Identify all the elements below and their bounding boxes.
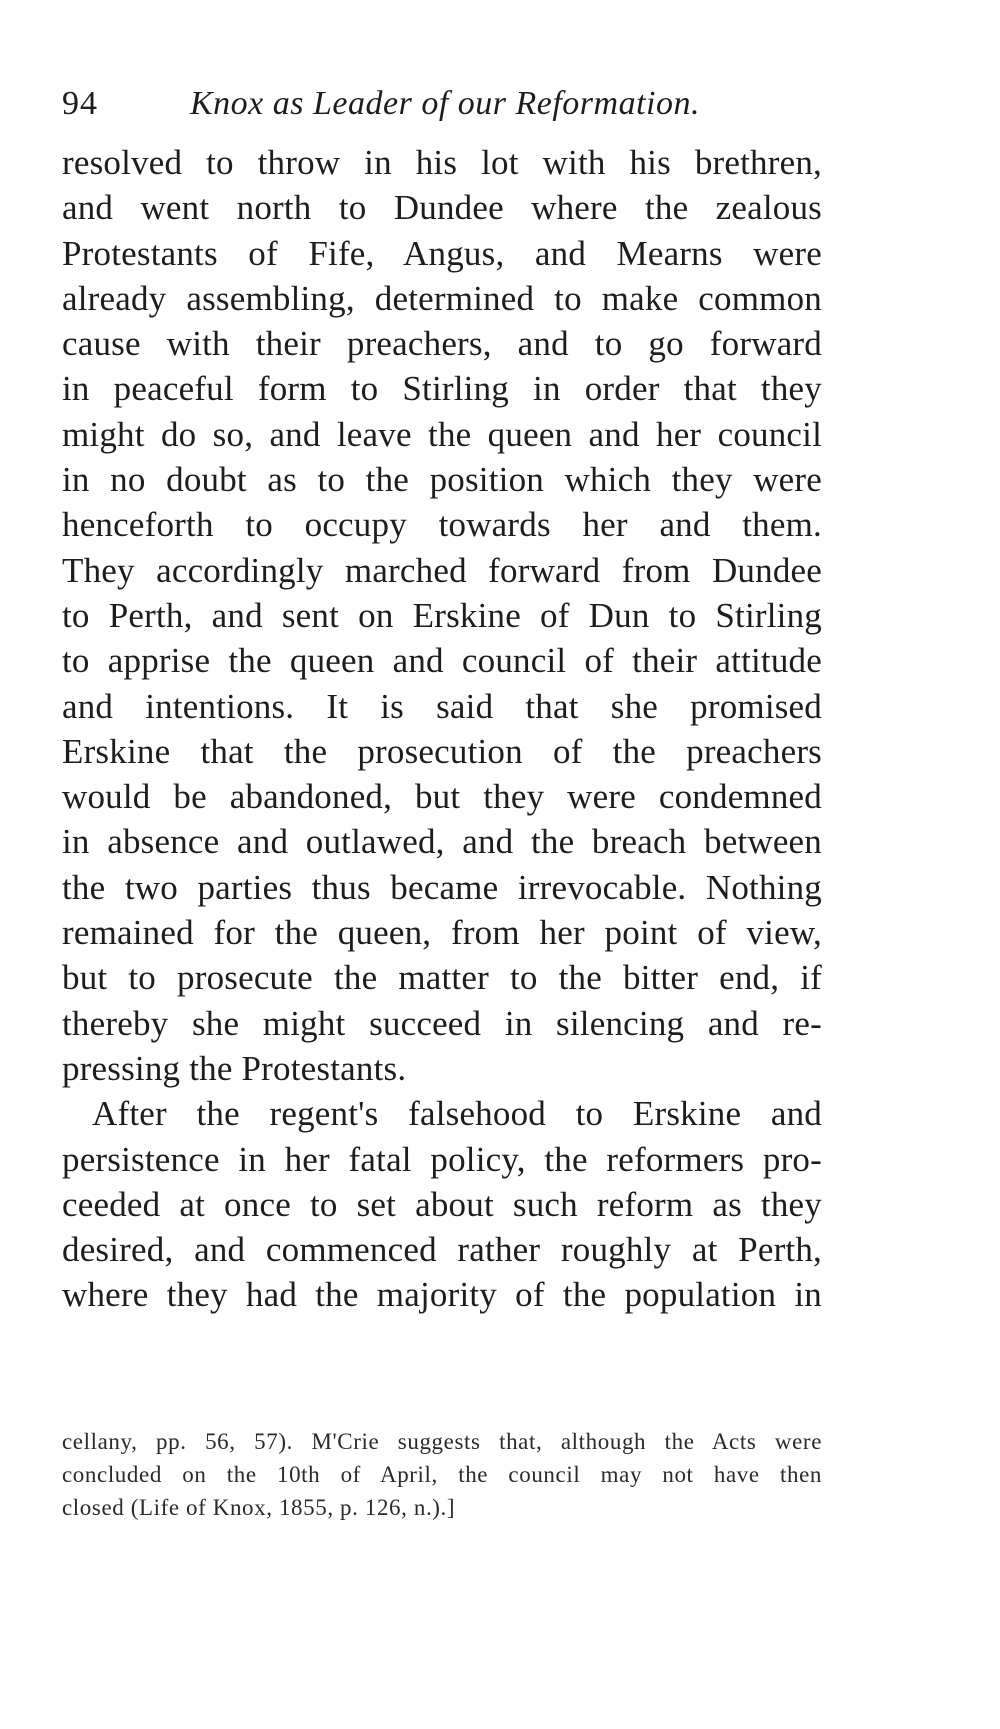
text-line: They accordingly marched forward from Dundee — [62, 550, 822, 590]
text-line: but to prosecute the matter to the bitter end, if — [62, 958, 822, 998]
text-line: and intentions. It is said that she promised — [62, 686, 822, 726]
text-line: Erskine that the prosecution of the preachers — [62, 731, 822, 771]
text-line: resolved to throw in his lot with his brethren, — [62, 143, 822, 182]
text-line: the two parties thus became irrevocable. Nothing — [62, 867, 822, 907]
footnote — [62, 1425, 822, 1524]
text-line: remained for the queen, from her point of view, — [62, 913, 822, 953]
text-line: to apprise the queen and council of their attitude — [62, 641, 822, 681]
text-line: persistence in her fatal policy, the reformers pro- — [62, 1139, 822, 1179]
text-line: Protestants of Fife, Angus, and Mearns were — [62, 233, 822, 273]
text-line: where they had the majority of the population in — [62, 1275, 822, 1315]
text-line: ceeded at once to set about such reform as they — [62, 1184, 822, 1224]
page-number: 94 — [62, 85, 98, 122]
paragraph-2 — [62, 1091, 822, 1317]
footnote-line: concluded on the 10th of April, the council may not have then — [62, 1462, 822, 1487]
text-line: After the regent's falsehood to Erskine and — [92, 1094, 822, 1134]
footnote-line: closed (Life of Knox, 1855, p. 126, n.).] — [62, 1495, 456, 1520]
text-line: might do so, and leave the queen and her council — [62, 414, 822, 454]
text-line: would be abandoned, but they were condemned — [62, 777, 822, 817]
footnote-line: cellany, pp. 56, 57). M'Crie suggests that, although the Acts were — [62, 1429, 822, 1454]
text-line: in peaceful form to Stirling in order that they — [62, 369, 822, 409]
text-line: and went north to Dundee where the zealous — [62, 188, 822, 228]
running-head — [62, 82, 922, 126]
text-line: in no doubt as to the position which they were — [62, 460, 822, 500]
text-line: in absence and outlawed, and the breach between — [62, 822, 822, 862]
text-line: henceforth to occupy towards her and them. — [62, 505, 822, 545]
text-line: thereby she might succeed in silencing and re- — [62, 1003, 822, 1043]
running-title: Knox as Leader of our Reformation. — [190, 85, 700, 122]
text-line: pressing the Protestants. — [62, 1048, 407, 1088]
text-line: to Perth, and sent on Erskine of Dun to Stirling — [62, 595, 822, 635]
paragraph-1 — [62, 140, 822, 1091]
body-text — [62, 140, 822, 1318]
text-line: desired, and commenced rather roughly at Perth, — [62, 1230, 822, 1270]
text-line: already assembling, determined to make common — [62, 278, 822, 318]
text-line: cause with their preachers, and to go forward — [62, 324, 822, 364]
